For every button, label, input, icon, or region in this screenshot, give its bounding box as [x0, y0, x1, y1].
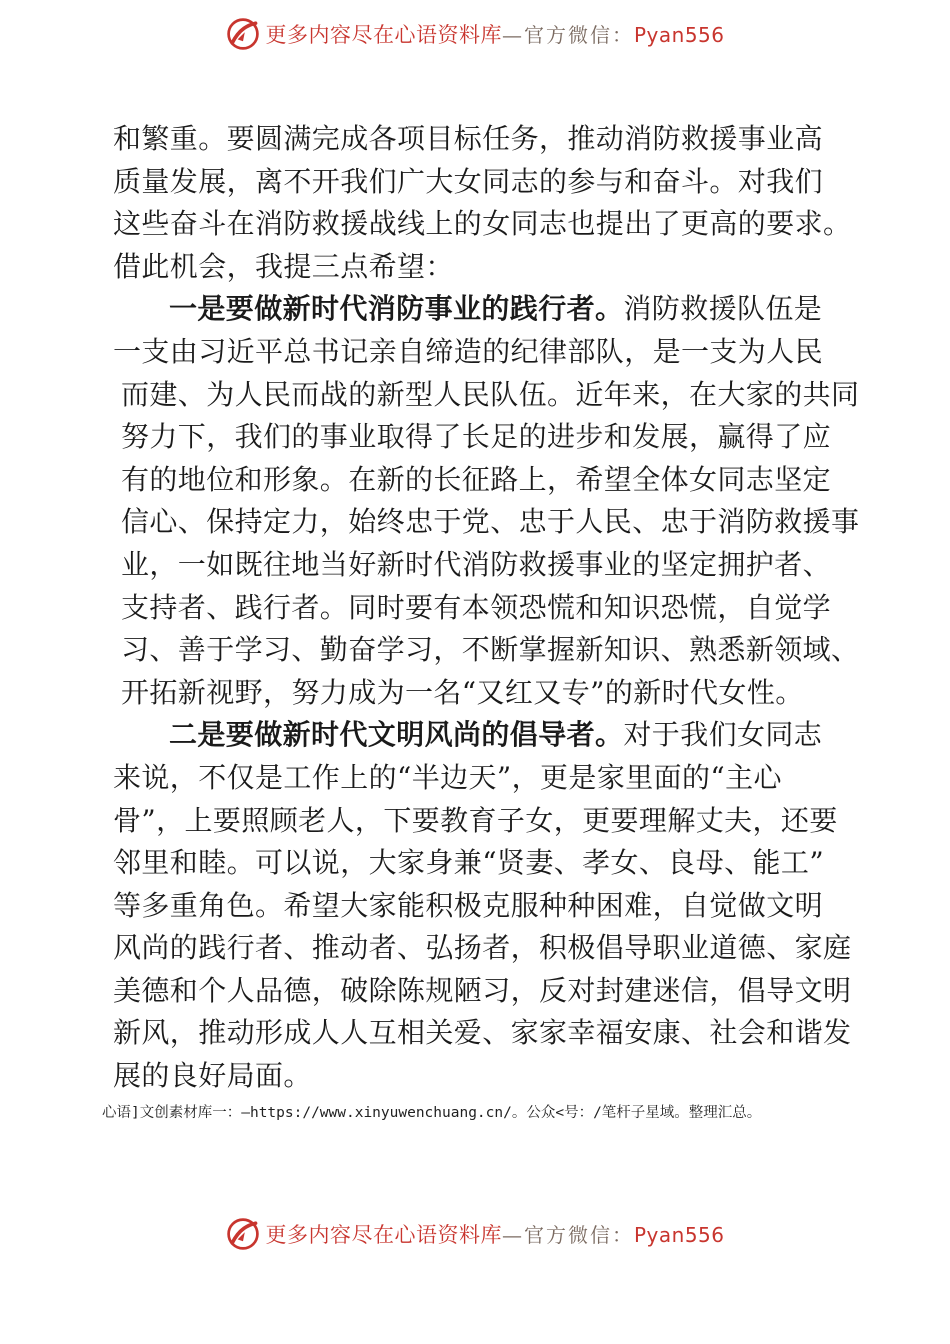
body-line: 支持者、践行者。同时要有本领恐慌和知识恐慌，自觉学: [121, 590, 832, 624]
body-line: 展的良好局面。: [113, 1059, 312, 1093]
banner-wechat-id: Pyan556: [633, 23, 725, 47]
paragraph-2-first-line: [113, 714, 841, 757]
body-line: 开拓新视野，努力成为一名“又红又专”的新时代女性。: [121, 675, 804, 709]
logo-icon: [225, 16, 261, 52]
paragraph-2-heading: 二是要做新时代文明风尚的倡导者。: [169, 718, 624, 752]
banner-wechat-id: Pyan556: [633, 1223, 725, 1247]
paragraph-1-heading: 一是要做新时代消防事业的践行者。: [169, 292, 624, 326]
banner-official-label: —官方微信：: [501, 1223, 634, 1247]
body-line: 美德和个人品德，破除陈规陋习，反对封建迷信，倡导文明: [113, 973, 852, 1007]
body-line: 而建、为人民而战的新型人民队伍。近年来，在大家的共同: [121, 377, 860, 411]
paragraph-2-lead: 对于我们女同志: [623, 718, 823, 752]
body-line: 和繁重。要圆满完成各项目标任务，推动消防救援事业高: [113, 122, 824, 155]
logo-icon: [225, 1216, 261, 1252]
header-banner: [0, 12, 950, 56]
footer-banner: [0, 1212, 950, 1256]
body-line: 习、善于学习、勤奋学习，不断掌握新知识、熟悉新领域、: [121, 633, 860, 667]
body-line: 质量发展，离不开我们广大女同志的参与和奋斗。对我们: [113, 164, 824, 198]
paragraph-1-first-line: [113, 288, 841, 331]
body-line: 借此机会，我提三点希望：: [113, 249, 454, 283]
body-line: 骨”，上要照顾老人，下要教育子女，更要理解丈夫，还要: [113, 803, 838, 837]
body-line: 有的地位和形象。在新的长征路上，希望全体女同志坚定: [121, 462, 832, 496]
banner-official-label: —官方微信：: [501, 23, 634, 47]
paragraph-1-lead: 消防救援队伍是: [623, 292, 823, 326]
body-line: 新风，推动形成人人互相关爱、家家幸福安康、社会和谐发: [113, 1016, 852, 1050]
body-line: 信心、保持定力，始终忠于党、忠于人民、忠于消防救援事: [121, 505, 860, 539]
banner-title: 更多内容尽在心语资料库: [265, 1223, 502, 1247]
body-line: 邻里和睦。可以说，大家身兼“贤妻、孝女、良母、能工”: [113, 846, 825, 880]
body-line: 努力下，我们的事业取得了长足的进步和发展，赢得了应: [121, 420, 832, 454]
source-footnote: 心语]文创素材库一：—https://www.xinyuwenchuang.cn/。公众<号：/笔杆子星域。整理汇总。: [102, 1105, 762, 1121]
body-line: 等多重角色。希望大家能积极克服种种困难，自觉做文明: [113, 888, 824, 922]
body-line: 来说，不仅是工作上的“半边天”，更是家里面的“主心: [113, 760, 782, 794]
body-line: 业，一如既往地当好新时代消防救援事业的坚定拥护者、: [121, 547, 832, 581]
document-body: [113, 118, 860, 1098]
banner-title: 更多内容尽在心语资料库: [265, 23, 502, 47]
body-line: 一支由习近平总书记亲自缔造的纪律部队，是一支为人民: [113, 334, 824, 368]
body-line: 风尚的践行者、推动者、弘扬者，积极倡导职业道德、家庭: [113, 931, 852, 965]
body-line: 这些奋斗在消防救援战线上的女同志也提出了更高的要求。: [113, 207, 852, 241]
